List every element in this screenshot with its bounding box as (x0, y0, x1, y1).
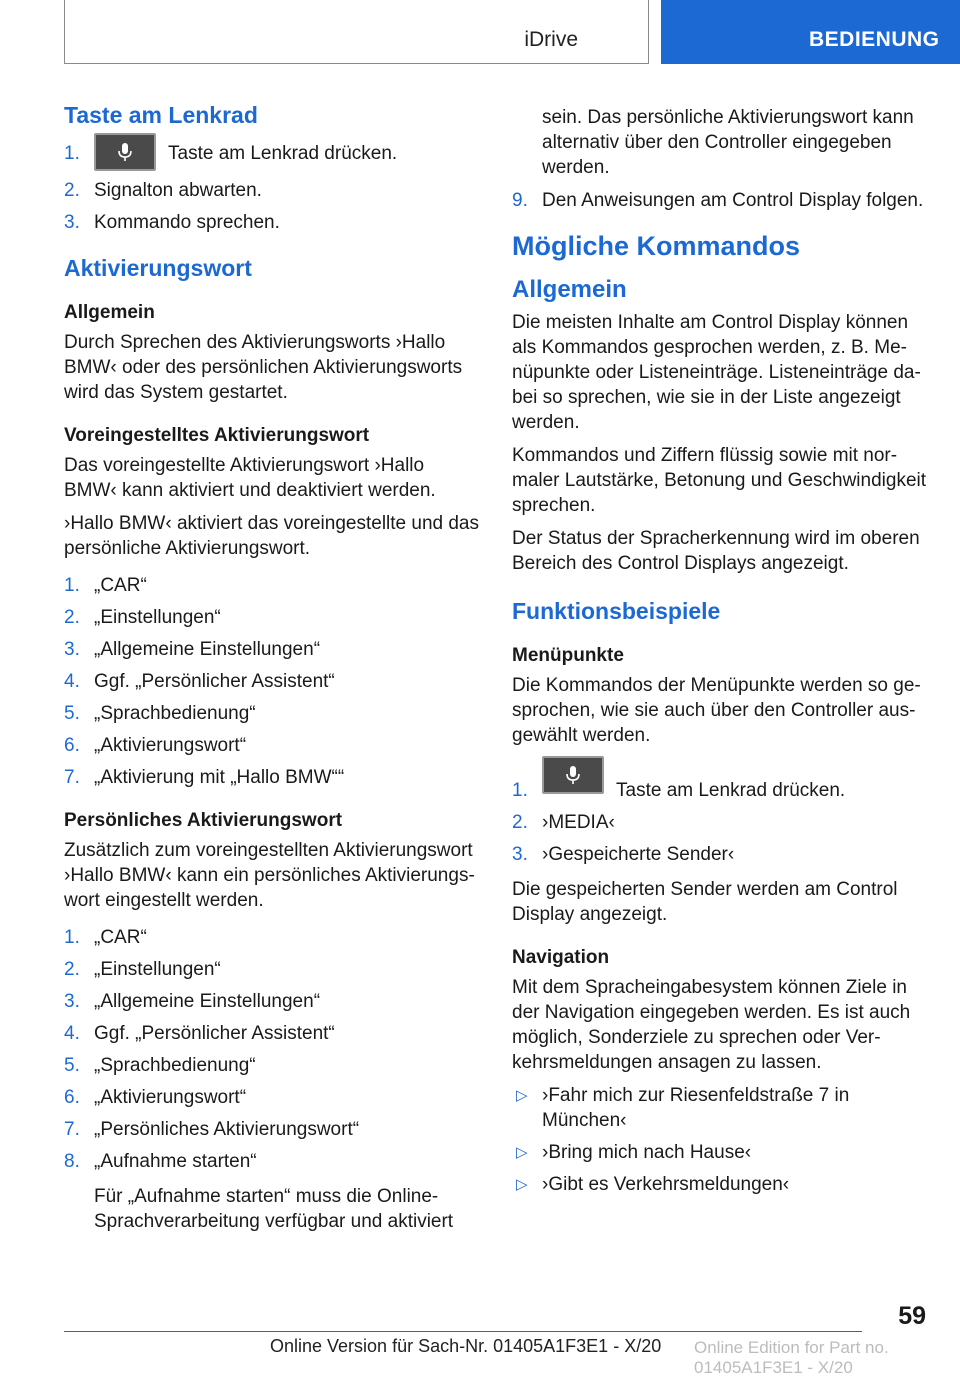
list-item (64, 733, 480, 758)
step-number: 1. (64, 927, 80, 948)
paragraph-allgemein: Durch Sprechen des Aktivierungsworts ›Hallo BMW‹ oder des persönlichen Aktivierungsworts wird das System gestartet. (64, 332, 463, 403)
list-item (512, 810, 928, 835)
heading-allgemein-right: Allgemein (512, 276, 627, 303)
step-number: 5. (64, 703, 80, 724)
paragraph-persoenlich: Zusätzlich zum voreingestellten Aktivierungswort ›Hallo BMW‹ kann ein persönliches Aktivierungswort eingestellt werden. (64, 840, 475, 911)
step-number: 8. (64, 1151, 80, 1172)
heading-moegliche-kommandos: Mögliche Kommandos (512, 231, 801, 261)
step-text: ›Gespeicherte Sender‹ (542, 844, 735, 865)
step-text: „Aufnahme starten“ (94, 1151, 257, 1172)
step-number: 2. (512, 812, 528, 833)
list-item (64, 925, 480, 950)
step-8-note: Für „Aufnahme starten“ muss die Online-Sprachverarbeitung verfügbar und aktiviert (94, 1186, 454, 1232)
list-item (64, 669, 480, 694)
list-item (64, 605, 480, 630)
step-number: 3. (64, 212, 80, 233)
step-number: 3. (64, 639, 80, 660)
right-column (512, 105, 928, 1207)
heading-allgemein: Allgemein (64, 302, 155, 323)
bullet-text: ›Bring mich nach Hause‹ (542, 1142, 752, 1163)
step-number: 1. (64, 143, 80, 164)
step-text: „CAR“ (94, 927, 147, 948)
paragraph-allgemein-3: Der Status der Spracherkennung wird im oberen Bereich des Control Displays angezeigt. (512, 528, 920, 574)
paragraph-voreingestellt-2: ›Hallo BMW‹ aktiviert das voreingestellte und das persönliche Aktivierungswort. (64, 513, 480, 559)
step-text: „Einstellungen“ (94, 959, 221, 980)
step-text: Ggf. „Persönlicher Assistent“ (94, 1023, 335, 1044)
step-text: Kommando sprechen. (94, 212, 280, 233)
list-item (64, 957, 480, 982)
steps-voreingestellt (64, 573, 480, 790)
list-item (512, 1140, 928, 1165)
watermark: Online Edition for Part no. 01405A1F3E1 - X/20 (694, 1338, 889, 1377)
step-text: Signalton abwarten. (94, 180, 262, 201)
heading-taste-am-lenkrad: Taste am Lenkrad (64, 102, 258, 128)
heading-persoenlich: Persönliches Aktivierungswort (64, 810, 343, 831)
heading-funktionsbeispiele: Funktionsbeispiele (512, 598, 721, 624)
list-item (64, 141, 480, 171)
step-9-list (512, 188, 928, 213)
step-text: ›MEDIA‹ (542, 812, 615, 833)
footer-text: Online Version für Sach-Nr. 01405A1F3E1 - X/20 (270, 1336, 662, 1356)
taste-steps (64, 141, 480, 235)
step-text: „Sprachbedienung“ (94, 703, 256, 724)
step-text: „Persönliches Aktivierungswort“ (94, 1119, 360, 1140)
header-chapter-tab (661, 0, 960, 64)
page-number: 59 (898, 1302, 926, 1330)
continued-text: sein. Das persönliche Aktivierungswort kann alternativ über den Controller eingegeben werden. (542, 107, 914, 178)
step-text: „Einstellungen“ (94, 607, 221, 628)
step-text: „Aktivierung mit „Hallo BMW““ (94, 767, 345, 788)
list-item (64, 701, 480, 726)
microphone-icon (542, 756, 604, 794)
menue-steps (512, 778, 928, 867)
paragraph-menuepunkte: Die Kommandos der Menüpunkte werden so gesprochen, wie sie auch über den Controller ausgewählt werden. (512, 675, 921, 746)
step-number: 3. (512, 844, 528, 865)
step-text: „Allgemeine Einstellungen“ (94, 639, 321, 660)
triangle-right-icon: ▷ (516, 1144, 528, 1161)
step-number: 4. (64, 1023, 80, 1044)
list-item (64, 989, 480, 1014)
bullet-text: ›Gibt es Verkehrsmeldungen‹ (542, 1174, 790, 1195)
paragraph-voreingestellt-1: Das voreingestellte Aktivierungswort ›Hallo BMW‹ kann aktiviert und deaktiviert werden. (64, 455, 436, 501)
step-number: 4. (64, 671, 80, 692)
heading-voreingestellt: Voreingestelltes Aktivierungswort (64, 425, 370, 446)
heading-navigation: Navigation (512, 947, 610, 968)
step-number: 7. (64, 1119, 80, 1140)
step-number: 2. (64, 607, 80, 628)
step-text: Taste am Lenkrad drücken. (616, 780, 846, 801)
header-chapter-title: BEDIENUNG (809, 28, 940, 51)
list-item (512, 842, 928, 867)
step-text: „Sprachbedienung“ (94, 1055, 256, 1076)
list-item (512, 778, 928, 803)
list-item (64, 1117, 480, 1142)
list-item (64, 1021, 480, 1046)
header-box (64, 0, 649, 64)
step-number: 1. (512, 780, 528, 801)
step-number: 6. (64, 735, 80, 756)
header-section-title: iDrive (524, 28, 578, 51)
list-item (512, 1083, 928, 1133)
step-number: 2. (64, 959, 80, 980)
paragraph-allgemein-2: Kommandos und Ziffern flüssig sowie mit normaler Lautstärke, Betonung und Geschwindigkeit sprechen. (512, 445, 927, 516)
step-text: „Allgemeine Einstellungen“ (94, 991, 321, 1012)
list-item (64, 573, 480, 598)
list-item (512, 1172, 928, 1197)
paragraph-navigation: Mit dem Spracheingabesystem können Ziele in der Navigation eingegeben werden. Es ist auch möglich, Sonderziele zu sprechen oder Verkehrsmeldungen ansagen zu lassen. (512, 977, 911, 1073)
list-item (512, 188, 928, 213)
step-text: Den Anweisungen am Control Display folgen. (542, 190, 924, 211)
heading-menuepunkte: Menüpunkte (512, 645, 624, 666)
footer-divider (64, 1331, 862, 1332)
step-number: 1. (64, 575, 80, 596)
step-number: 3. (64, 991, 80, 1012)
step-number: 5. (64, 1055, 80, 1076)
paragraph-allgemein-1: Die meisten Inhalte am Control Display können als Kommandos gesprochen werden, z. B. Menüpunkte oder Listeneinträge. Listeneinträge dabei so sprechen, wie sie in der Liste angezeigt werden. (512, 312, 921, 433)
step-text: „Aktivierungswort“ (94, 1087, 247, 1108)
heading-aktivierungswort: Aktivierungswort (64, 255, 252, 281)
list-item (64, 210, 480, 235)
step-text: Ggf. „Persönlicher Assistent“ (94, 671, 335, 692)
microphone-icon (94, 133, 156, 171)
left-column (64, 100, 480, 1234)
triangle-right-icon: ▷ (516, 1176, 528, 1193)
paragraph-sender: Die gespeicherten Sender werden am Control Display angezeigt. (512, 879, 898, 925)
step-text: „Aktivierungswort“ (94, 735, 247, 756)
triangle-right-icon: ▷ (516, 1087, 528, 1104)
step-number: 7. (64, 767, 80, 788)
list-item (64, 1053, 480, 1078)
navigation-examples (512, 1083, 928, 1197)
list-item (64, 1149, 480, 1174)
list-item (64, 765, 480, 790)
list-item (64, 637, 480, 662)
step-text: „CAR“ (94, 575, 147, 596)
step-text: Taste am Lenkrad drücken. (168, 143, 398, 164)
step-number: 9. (512, 190, 528, 211)
step-number: 6. (64, 1087, 80, 1108)
step-number: 2. (64, 180, 80, 201)
steps-persoenlich (64, 925, 480, 1174)
bullet-text: ›Fahr mich zur Riesenfeldstraße 7 in München‹ (542, 1085, 850, 1131)
list-item (64, 178, 480, 203)
list-item (64, 1085, 480, 1110)
